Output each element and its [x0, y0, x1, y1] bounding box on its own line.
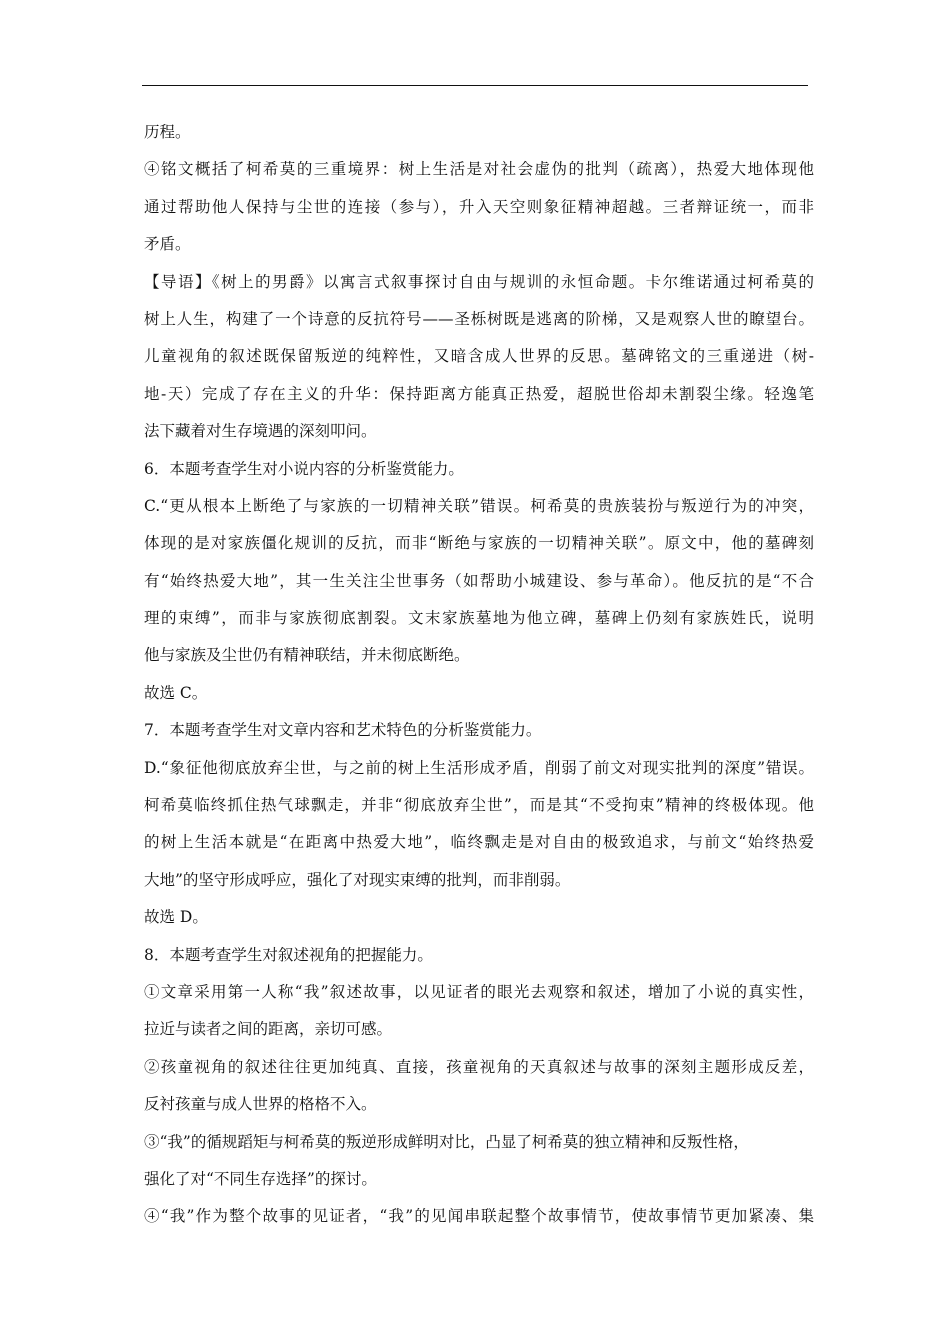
text-line: 矛盾。 [144, 235, 191, 254]
text-line: ④铭文概括了柯希莫的三重境界：树上生活是对社会虚伪的批判（疏离），热爱大地体现他 [144, 160, 814, 179]
text-line: ②孩童视角的叙述往往更加纯真、直接，孩童视角的天真叙述与故事的深刻主题形成反差， [144, 1057, 814, 1076]
text-line: 6．本题考查学生对小说内容的分析鉴赏能力。 [144, 459, 464, 478]
text-line: D.“象征他彻底放弃尘世，与之前的树上生活形成矛盾，削弱了前文对现实批判的深度”错误。 [144, 758, 814, 777]
text-line: 故选 D。 [144, 908, 208, 927]
text-line: 历程。 [144, 123, 191, 141]
text-line: 体现的是对家族僵化规训的反抗，而非“断绝与家族的一切精神关联”。原文中，他的墓碑刻 [144, 534, 814, 553]
text-line: 有“始终热爱大地”，其一生关注尘世事务（如帮助小城建设、参与革命）。他反抗的是“不合 [144, 571, 814, 590]
text-line: ③“我”的循规蹈矩与柯希莫的叛逆形成鲜明对比，凸显了柯希莫的独立精神和反叛性格， [144, 1132, 749, 1151]
text-line: 他与家族及尘世仍有精神联结，并未彻底断绝。 [144, 646, 470, 665]
text-line: 儿童视角的叙述既保留叛逆的纯粹性，又暗含成人世界的反思。墓碑铭文的三重递进（树- [144, 347, 814, 366]
text-line: 理的束缚”，而非与家族彻底割裂。文末家族墓地为他立碑，墓碑上仍刻有家族姓氏，说明 [144, 609, 814, 628]
text-line: 地-天）完成了存在主义的升华：保持距离方能真正热爱，超脱世俗却未割裂尘缘。轻逸笔 [144, 384, 814, 403]
text-line: 强化了对“不同生存选择”的探讨。 [144, 1169, 377, 1188]
text-line: 7．本题考查学生对文章内容和艺术特色的分析鉴赏能力。 [144, 721, 542, 740]
text-line: 【导语】《树上的男爵》以寓言式叙事探讨自由与规训的永恒命题。卡尔维诺通过柯希莫的 [144, 272, 814, 291]
document-body [144, 114, 814, 1236]
text-line: 大地”的坚守形成呼应，强化了对现实束缚的批判，而非削弱。 [144, 870, 571, 889]
text-line: C.“更从根本上断绝了与家族的一切精神关联”错误。柯希莫的贵族装扮与叛逆行为的冲突， [144, 496, 814, 515]
text-line: 树上人生，构建了一个诗意的反抗符号——圣栎树既是逃离的阶梯，又是观察人世的瞭望台。 [144, 309, 814, 328]
text-line: 法下藏着对生存境遇的深刻叩问。 [144, 422, 377, 441]
header-rule [142, 85, 808, 86]
text-line: 柯希莫临终抓住热气球飘走，并非“彻底放弃尘世”，而是其“不受拘束”精神的终极体现。他 [144, 796, 814, 815]
text-line: 拉近与读者之间的距离，亲切可感。 [144, 1020, 393, 1039]
text-line: ①文章采用第一人称“我”叙述故事，以见证者的眼光去观察和叙述，增加了小说的真实性， [144, 982, 814, 1001]
text-line: 8．本题考查学生对叙述视角的把握能力。 [144, 945, 433, 964]
text-line: 反衬孩童与成人世界的格格不入。 [144, 1095, 377, 1114]
text-line: ④“我”作为整个故事的见证者，“我”的见闻串联起整个故事情节，使故事情节更加紧凑、集 [144, 1207, 814, 1226]
text-line: 故选 C。 [144, 683, 208, 702]
text-line: 的树上生活本就是“在距离中热爱大地”，临终飘走是对自由的极致追求，与前文“始终热爱 [144, 833, 814, 852]
text-line: 通过帮助他人保持与尘世的连接（参与），升入天空则象征精神超越。三者辩证统一，而非 [144, 197, 814, 216]
